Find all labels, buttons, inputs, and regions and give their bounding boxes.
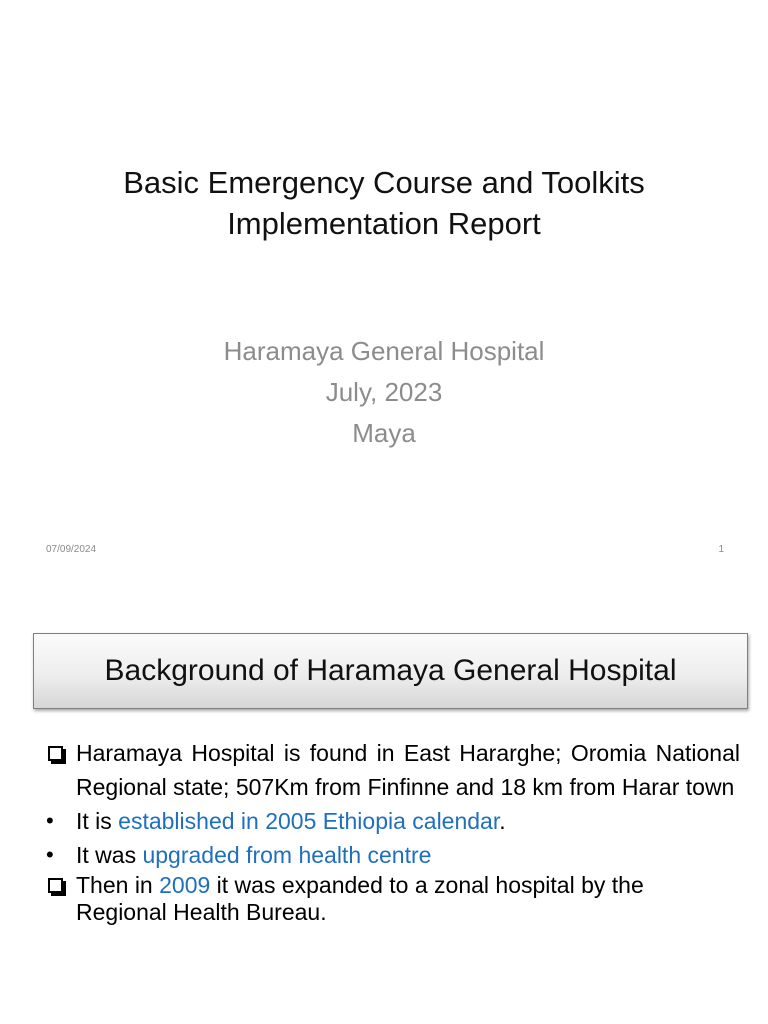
dot-bullet-icon: • (46, 808, 54, 833)
list-item (46, 872, 740, 926)
title-line-1: Basic Emergency Course and Toolkits (123, 165, 645, 200)
list-item-prefix: It is (76, 808, 119, 834)
checkbox-bullet-icon (46, 736, 72, 770)
page-number: 1 (718, 544, 724, 555)
background-slide (0, 576, 768, 1024)
list-item-highlight: upgraded from health centre (142, 842, 432, 868)
heading-banner (33, 633, 748, 709)
list-item-suffix: it was expanded to a zonal hospital by the Regional Health Bureau. (76, 872, 644, 925)
footer-date: 07/09/2024 (46, 544, 97, 555)
slide-title (40, 162, 728, 244)
list-item (46, 838, 740, 872)
slide-heading: Background of Haramaya General Hospital (104, 654, 677, 687)
dot-bullet-icon: • (46, 842, 54, 867)
list-item (46, 736, 740, 804)
checkbox-bullet-icon (46, 872, 72, 899)
list-item-suffix: . (499, 808, 506, 834)
bullet-list (46, 736, 740, 926)
subtitle-hospital: Haramaya General Hospital (223, 336, 545, 366)
title-line-2: Implementation Report (227, 206, 541, 241)
list-item-highlight: 2009 (159, 872, 211, 898)
subtitle-date: July, 2023 (325, 377, 443, 407)
list-item-prefix: Then in (76, 872, 160, 898)
subtitle-author: Maya (352, 418, 416, 448)
list-item-highlight: established in 2005 Ethiopia calendar (118, 808, 500, 834)
slide-subtitle (40, 331, 728, 454)
list-item-text: Haramaya Hospital is found in East Hararghe; Oromia National Regional state; 507Km from Finfinne and 18 km from Harar town (76, 740, 740, 800)
list-item (46, 804, 740, 838)
list-item-prefix: It was (76, 842, 143, 868)
